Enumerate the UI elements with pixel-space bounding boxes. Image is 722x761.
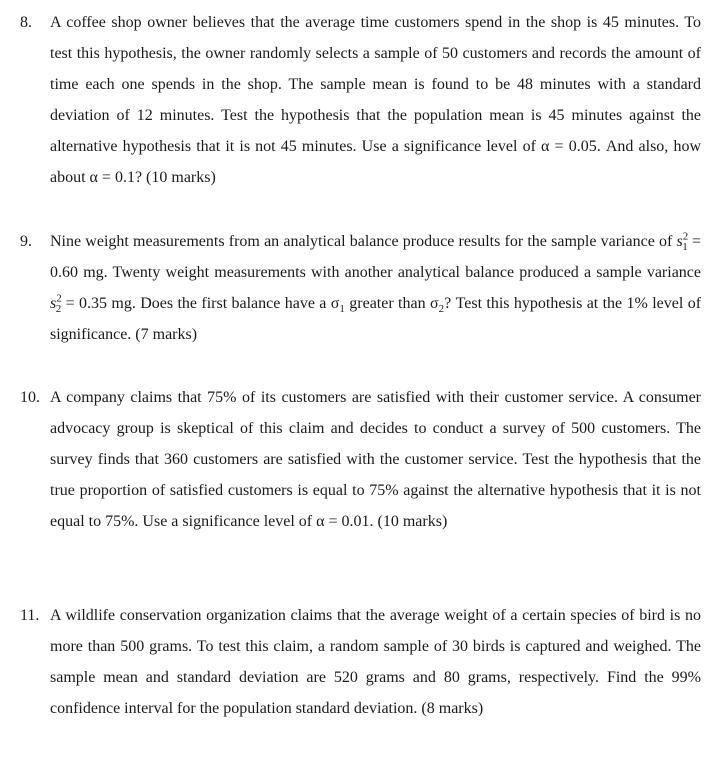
question-text: A wildlife conservation organization claims that the average weight of a certain species of bird is no more than 500 grams. To test this claim, a random sample of 30 birds is captured and weighed. The sample mean and standard deviation are 520 grams and 80 grams, respectively. Find the 99% confidence interval for the population standard deviation. (8 marks) [50,607,701,717]
variance-symbol-2: s [50,295,57,312]
question-number: 11. [20,607,40,624]
question-text: A coffee shop owner believes that the average time customers spend in the shop is 45 minutes. To test this hypothesis, the owner randomly selects a sample of 50 customers and records the amount of time each one spends in the shop. The sample mean is found to be 48 minutes with a standard deviation of 12 minutes. Test the hypothesis that the population mean is 45 minutes against the alternative hypothesis that it is not 45 minutes. Use a significance level of α = 0.05. And also, how about α = 0.1? (10 marks) [50,14,701,186]
question-number: 9. [20,233,32,250]
variance-symbol-1: s [676,233,683,250]
question-number: 8. [20,14,32,31]
question-text: A company claims that 75% of its customers are satisfied with their customer service. A consumer advocacy group is skeptical of this claim and decides to conduct a survey of 500 customers. The survey finds that 360 customers are satisfied with the customer service. Test the hypothesis that the true proportion of satisfied customers is equal to 75% against the alternative hypothesis that it is not equal to 75%. Use a significance level of α = 0.01. (10 marks) [50,389,701,530]
question-text: Nine weight measurements from an analytical balance produce results for the sample variance of $s^2_1 = 0.60$ mg. Twenty weight measurements with another analytical balance produced a sample variance $s^2_2 = 0.35$ mg. Does the first balance have a $\sigma_1$ greater than $\sigma_2$? Test this hypothesis at the 1% level of significance. (7 marks) [50,230,702,343]
question-number: 10. [20,389,40,406]
